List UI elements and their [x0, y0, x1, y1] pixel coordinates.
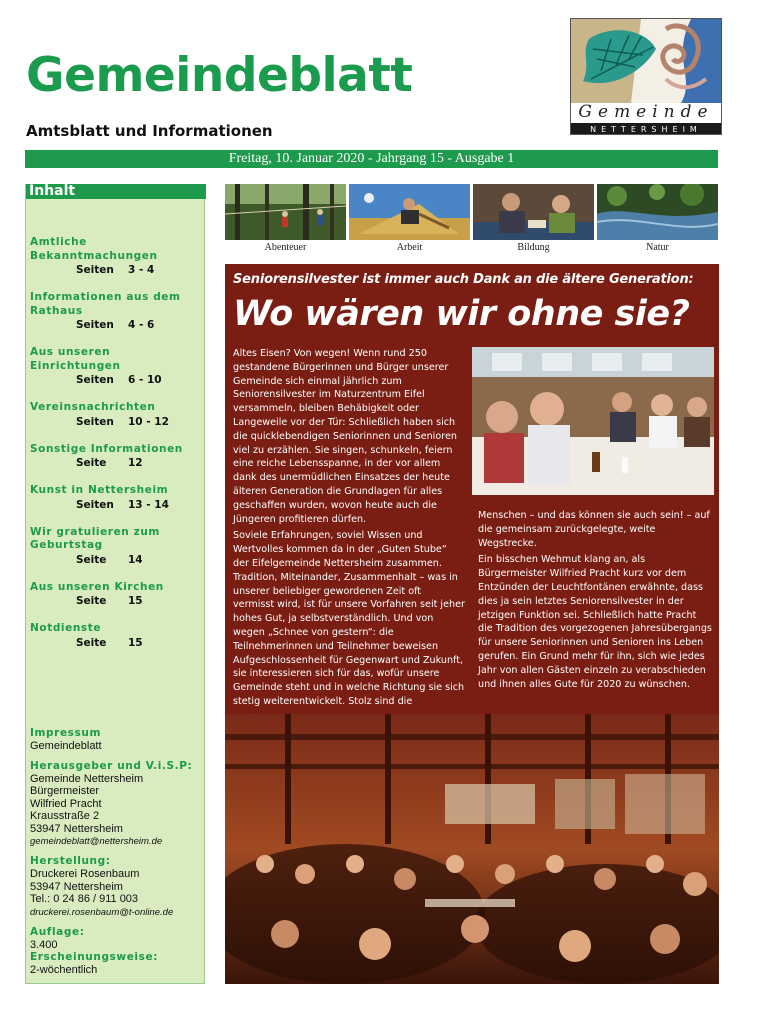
toc-entry[interactable]: [30, 443, 202, 471]
toc-title: Sonstige Informationen: [30, 442, 183, 455]
production-line: Tel.: 0 24 86 / 911 003: [30, 893, 139, 905]
article-headline: Wo wären wir ohne sie?: [233, 294, 690, 334]
circulation-value: 3.400: [30, 938, 58, 951]
toc-page-numbers: 12: [128, 457, 143, 469]
photo-label: Abenteuer: [264, 242, 307, 253]
imprint-name: Gemeindeblatt: [30, 740, 102, 752]
toc-pages: [30, 263, 202, 277]
masthead-title: Gemeindeblatt: [26, 48, 413, 103]
photo-strip: [225, 184, 719, 240]
toc-pages-label: Seite: [76, 457, 107, 469]
toc-title: Wir gratulieren zum Geburtstag: [30, 525, 160, 551]
publisher-line: Krausstraße 2: [30, 810, 100, 822]
toc-title: Amtliche Bekanntmachungen: [30, 236, 158, 262]
toc-entry[interactable]: [30, 401, 202, 429]
publisher-heading: Herausgeber und V.i.S.P:: [30, 759, 193, 772]
education-image: [473, 184, 594, 240]
photo-label: Arbeit: [396, 242, 423, 253]
senior-party-photo: [472, 347, 714, 495]
publisher-email-link[interactable]: gemeindeblatt@nettersheim.de: [30, 836, 163, 847]
logo-place: NETTERSHEIM: [571, 123, 721, 135]
photo-natur: [597, 184, 718, 240]
publisher-line: Wilfried Pracht: [30, 797, 102, 810]
frequency-value: 2-wöchentlich: [30, 964, 98, 976]
festive-hall-image: [225, 714, 719, 984]
toc-page-numbers: 3 - 4: [128, 264, 155, 276]
toc-title: Aus unseren Kirchen: [30, 580, 164, 593]
toc-entry[interactable]: [30, 236, 202, 277]
imprint-heading: Impressum: [30, 727, 101, 739]
logo-graphic: [571, 19, 721, 103]
imprint: [30, 727, 202, 977]
toc-pages-label: Seiten: [76, 319, 114, 331]
article-paragraph: Menschen – und das können sie auch sein! – auf die gemeinsam zurückgelegte, weite Wegstrecke.: [478, 510, 710, 549]
senior-guests-image: [472, 347, 714, 495]
publisher-line: Bürgermeister: [30, 785, 100, 797]
toc-pages: [30, 498, 202, 512]
masthead-subtitle: Amtsblatt und Informationen: [26, 122, 273, 140]
logo-word: Gemeinde: [578, 102, 714, 122]
article-column-left: [233, 347, 465, 712]
nature-image: [597, 184, 718, 240]
sidebar-heading: Inhalt: [26, 184, 206, 199]
toc-title: Aus unseren Einrichtungen: [30, 346, 121, 372]
toc-page-numbers: 13 - 14: [128, 498, 169, 511]
toc-page-numbers: 15: [128, 595, 143, 607]
toc-entry[interactable]: [30, 291, 202, 332]
publisher-line: 53947 Nettersheim: [30, 822, 123, 835]
publisher-line: Gemeinde Nettersheim: [30, 772, 144, 785]
toc-entry[interactable]: [30, 526, 202, 567]
toc-pages: [30, 636, 202, 650]
toc-page-numbers: 10 - 12: [128, 415, 169, 428]
dateline: Freitag, 10. Januar 2020 - Jahrgang 15 - Ausgabe 1: [25, 150, 718, 168]
toc-page-numbers: 4 - 6: [128, 319, 155, 331]
toc-pages: [30, 456, 202, 470]
circulation-heading: Auflage:: [30, 925, 85, 938]
article-column-right: [478, 509, 714, 694]
toc-page-numbers: 6 - 10: [128, 374, 162, 386]
sidebar: [25, 184, 205, 984]
article-kicker: Seniorensilvester ist immer auch Dank an die ältere Generation:: [233, 272, 694, 287]
toc-title: Notdienste: [30, 622, 102, 634]
gemeinde-logo: [570, 18, 722, 135]
toc-entry[interactable]: [30, 622, 202, 650]
production-line: 53947 Nettersheim: [30, 880, 123, 893]
article-paragraph: Ein bisschen Wehmut klang an, als Bürgermeister Wilfried Pracht kurz vor dem Entzünden der Leuchtfontänen erwähnte, dass dies ja sein letztes Seniorensilvester in der jetzigen Funktion sei. Schließlich hatte Pracht die Tradition des vorgezogenen Jahresübergangs für unsere Seniorinnen und Senioren ins Leben gerufen. Ein Grund mehr für ihn, sich wie jedes Jahr von allen Gästen einzeln zu verabschieden und ihnen alles Gute für 2020 zu wünschen.: [478, 554, 712, 690]
toc-page-numbers: 14: [128, 553, 143, 566]
article-paragraph: Altes Eisen? Von wegen! Wenn rund 250 gestandene Bürgerinnen und Bürger unserer Gemeinde sich einmal jährlich zum Seniorensilvester im Naturzentrum Eifel versammeln, bleiben Behäbigkeit oder Langeweile vor der Tür: Schließlich haben sich die quicklebendigen Seniorinnen und Senioren viel zu erzählen. Sie singen, schunkeln, feiern eine reiche Lebensspanne, in der vor allem dank des unermüdlichen Einsatzes der heute älteren Generation die Grundlagen für alles geschaffen wurden, wovon heute auch die Jüngeren profitieren dürfen.: [233, 348, 457, 525]
photo-arbeit: [349, 184, 470, 240]
photo-label: Bildung: [517, 242, 550, 253]
toc-entry[interactable]: [30, 346, 202, 387]
toc-entry[interactable]: [30, 484, 202, 512]
toc-pages: [30, 373, 202, 387]
toc-title: Kunst in Nettersheim: [30, 484, 169, 496]
toc-pages-label: Seite: [76, 595, 107, 607]
toc-pages: [30, 415, 202, 429]
toc-pages: [30, 318, 202, 332]
toc-title: Vereinsnachrichten: [30, 401, 156, 413]
toc-pages-label: Seite: [76, 636, 107, 649]
article-paragraph: Soviele Erfahrungen, soviel Wissen und Wertvolles kommen da in der „Guten Stube“ der Eifelgemeinde Nettersheim zusammen. Tradition, Miteinander, Zusammenhalt – was in unserer beliebiger gewordenen Zeit oft vermisst wird, ist für unsere Vorfahren seit jeher hohes Gut, ja selbstverständlich. Und von wegen „Schnee von gestern“: die Teilnehmerinnen und Teilnehmer beweisen Aufgeschlossenheit für Gegenwart und Zukunft, sie interessieren sich für das, wofür unsere Gemeinde steht und in welche Richtung sie sich stetig weiterentwickelt. Stolz sind die: [233, 530, 465, 707]
toc-pages-label: Seiten: [76, 374, 114, 386]
toc-pages-label: Seiten: [76, 415, 114, 428]
toc-pages-label: Seiten: [76, 264, 114, 276]
production-email-link[interactable]: druckerei.rosenbaum@t-online.de: [30, 906, 174, 918]
hall-photo: [225, 714, 719, 984]
photo-abenteuer: [225, 184, 346, 240]
frequency-heading: Erscheinungsweise:: [30, 951, 159, 963]
lead-article: [225, 264, 719, 714]
toc-page-numbers: 15: [128, 636, 143, 649]
toc-pages: [30, 594, 202, 608]
photo-bildung: [473, 184, 594, 240]
toc-title: Informationen aus dem Rathaus: [30, 291, 181, 317]
production-heading: Herstellung:: [30, 855, 111, 867]
table-of-contents: [30, 236, 202, 664]
toc-pages-label: Seite: [76, 553, 107, 566]
photo-label: Natur: [646, 242, 669, 253]
toc-pages: [30, 553, 202, 567]
toc-entry[interactable]: [30, 581, 202, 609]
toc-pages-label: Seiten: [76, 498, 114, 511]
production-line: Druckerei Rosenbaum: [30, 868, 140, 880]
worker-image: [349, 184, 470, 240]
forest-adventure-image: [225, 184, 346, 240]
